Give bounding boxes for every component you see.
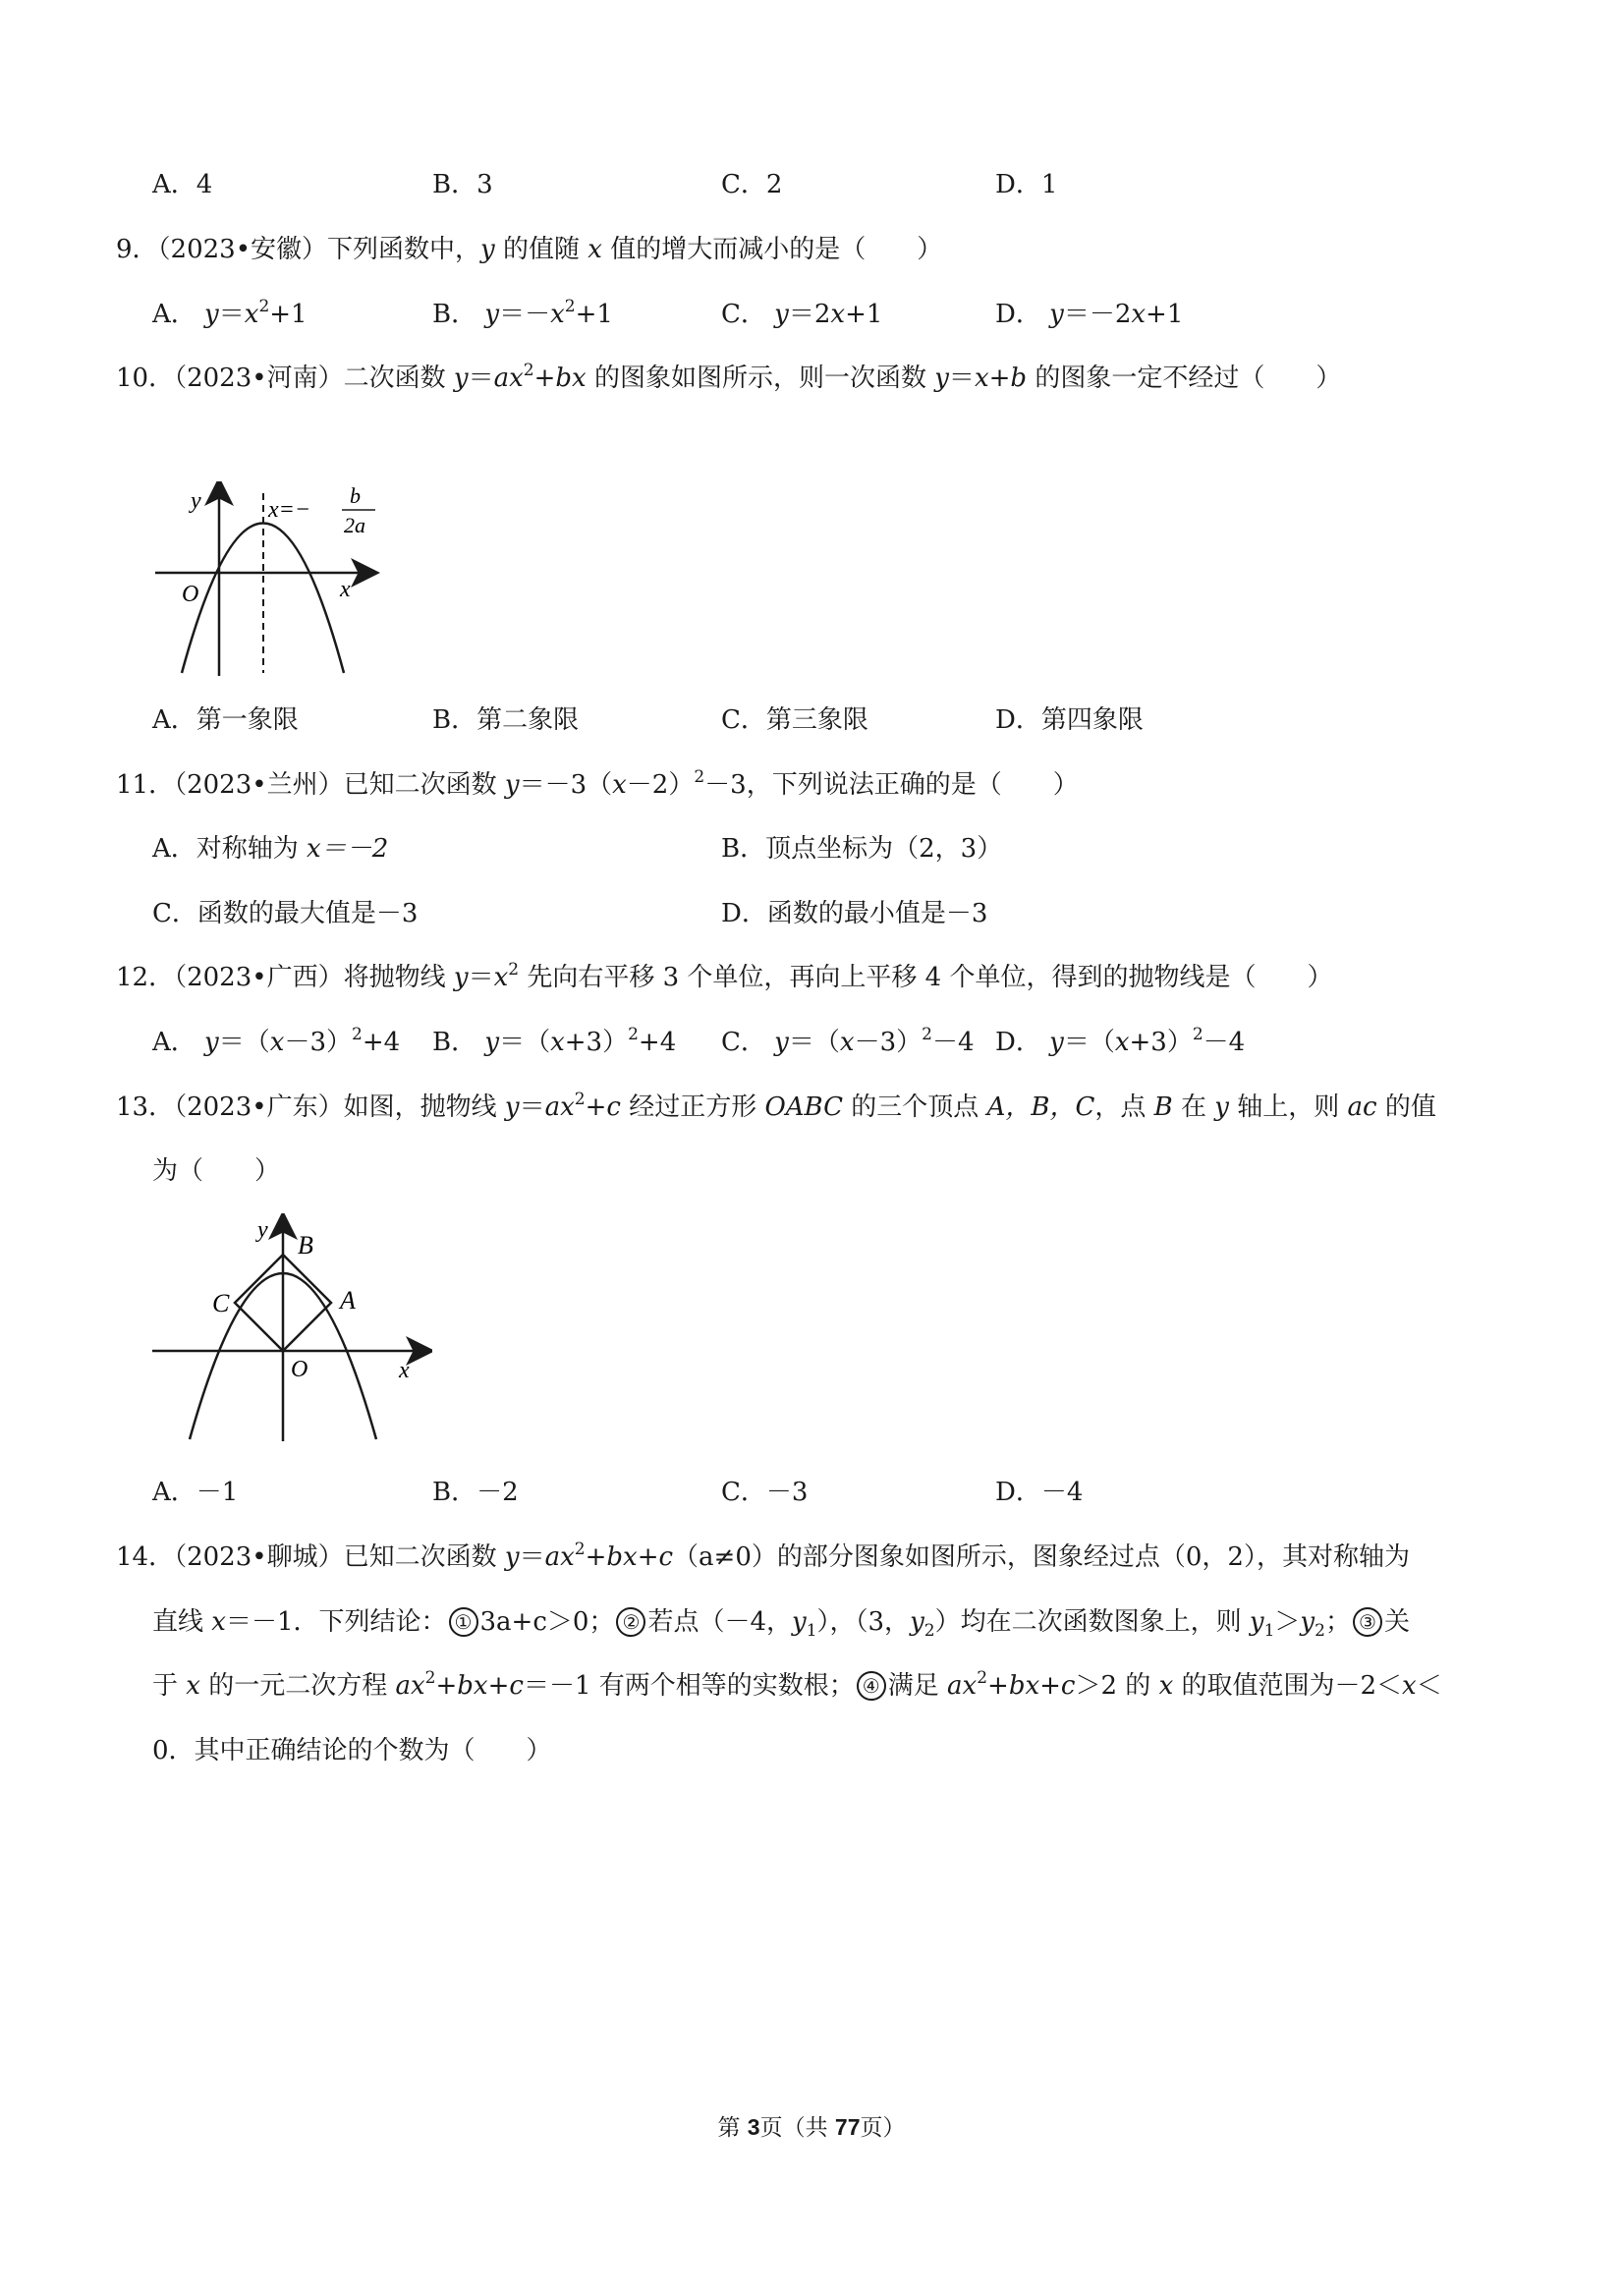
q13-figure-square-parabola — [147, 1213, 432, 1456]
q13-stem: 13．（2023•广东）如图，抛物线 $y=ax^2+c$ 经过正方形 OABC 的三个顶点 A，B，C，点 B 在 y 轴上，则 ac 的值 — [116, 1090, 1436, 1122]
q11-option-b: B．顶点坐标为（2，3） — [721, 834, 1003, 864]
q10-figure-parabola — [147, 481, 403, 695]
q13-option-c: C．－3 — [721, 1478, 809, 1507]
page-total: 77 — [834, 2114, 861, 2140]
q13-label-y: y — [257, 1217, 268, 1243]
q10-label-x: x — [340, 577, 351, 602]
q10-option-a: A．第一象限 — [152, 705, 299, 735]
q11-stem: 11．（2023•兰州）已知二次函数 $y=-3(x-2)^2-3$，下列说法正确的是（ ） — [116, 767, 1079, 800]
q14-stem-line2: 直线 x＝－1．下列结论： ① 3a+c＞0； ② 若点（－4，$y_1$），（3，$y_2$）均在二次函数图象上，则 $y_1>y_2$； ③ 关 — [152, 1607, 1410, 1641]
q13-label-x: x — [399, 1358, 410, 1383]
q9-option-a: A． $y=x^2+1$ — [152, 297, 308, 329]
q13-label-a: A — [340, 1286, 356, 1315]
q10-option-d: D．第四象限 — [995, 705, 1144, 735]
q13-label-c: C — [212, 1289, 230, 1317]
q8-option-a: A．4 — [152, 170, 213, 199]
q14-stem-line1: 14．（2023•聊城）已知二次函数 $y=ax^2+bx+c(a\ne 0)$的部分图象如图所示，图象经过点（0，2），其对称轴为 — [116, 1540, 1410, 1572]
q12-stem: 12．（2023•广西）将抛物线 $y=x^2$ 先向右平移 3 个单位，再向上平移 4 个单位，得到的抛物线是（ ） — [116, 960, 1333, 992]
q13-option-b: B．－2 — [432, 1478, 519, 1507]
q11-option-d: D．函数的最小值是－3 — [721, 899, 988, 928]
q8-option-c: C．2 — [721, 170, 783, 199]
q10-option-b: B．第二象限 — [432, 705, 580, 735]
q12-option-a: A． $y=(x-3)^2+4$ — [152, 1025, 401, 1057]
q10-label-frac-den: 2a — [344, 513, 365, 537]
q13-stem-line2: 为（ ） — [152, 1156, 281, 1186]
q8-option-b: B．3 — [432, 170, 493, 199]
q13-option-d: D．－4 — [995, 1478, 1084, 1507]
q10-label-frac-num: b — [350, 483, 361, 508]
q9-option-b: B． $y=-x^2+1$ — [432, 297, 613, 329]
q13-option-a: A．－1 — [152, 1478, 239, 1507]
q11-option-a: A．对称轴为 x＝－2 — [152, 834, 389, 864]
q12-option-c: C． $y=(x-3)^2-4$ — [721, 1025, 975, 1057]
q11-option-c: C．函数的最大值是－3 — [152, 899, 419, 928]
q10-label-o: O — [182, 582, 199, 607]
page-number: 3 — [747, 2114, 760, 2140]
q13-label-o: O — [291, 1357, 308, 1382]
q9-option-c: C． y＝2x+1 — [721, 300, 883, 329]
q12-option-d: D． $y=(x+3)^2-4$ — [995, 1025, 1246, 1057]
q12-option-b: B． $y=(x+3)^2+4$ — [432, 1025, 677, 1057]
q8-option-d: D．1 — [995, 170, 1058, 199]
q10-label-y: y — [191, 488, 201, 514]
q14-stem-line4: 0．其中正确结论的个数为（ ） — [152, 1736, 552, 1765]
q9-stem: 9．（2023•安徽）下列函数中，y 的值随 x 值的增大而减小的是（ ） — [116, 235, 943, 264]
q10-option-c: C．第三象限 — [721, 705, 868, 735]
q10-label-axis-eq: x=− — [268, 497, 311, 523]
q14-stem-line3: 于 x 的一元二次方程 $ax^2+bx+c=-1$ 有两个相等的实数根； ④ 满足 $ax^2+bx+c>2$ 的 x 的取值范围为－2＜x＜ — [152, 1668, 1442, 1701]
q10-stem: 10．（2023•河南）二次函数 $y=ax^2+bx$ 的图象如图所示，则一次函数 y＝x+b 的图象一定不经过（ ） — [116, 361, 1342, 393]
page-footer: 第 3页（共 77页） — [717, 2114, 906, 2141]
q9-option-d: D． y＝－2x+1 — [995, 300, 1184, 329]
q13-label-b: B — [298, 1231, 313, 1260]
